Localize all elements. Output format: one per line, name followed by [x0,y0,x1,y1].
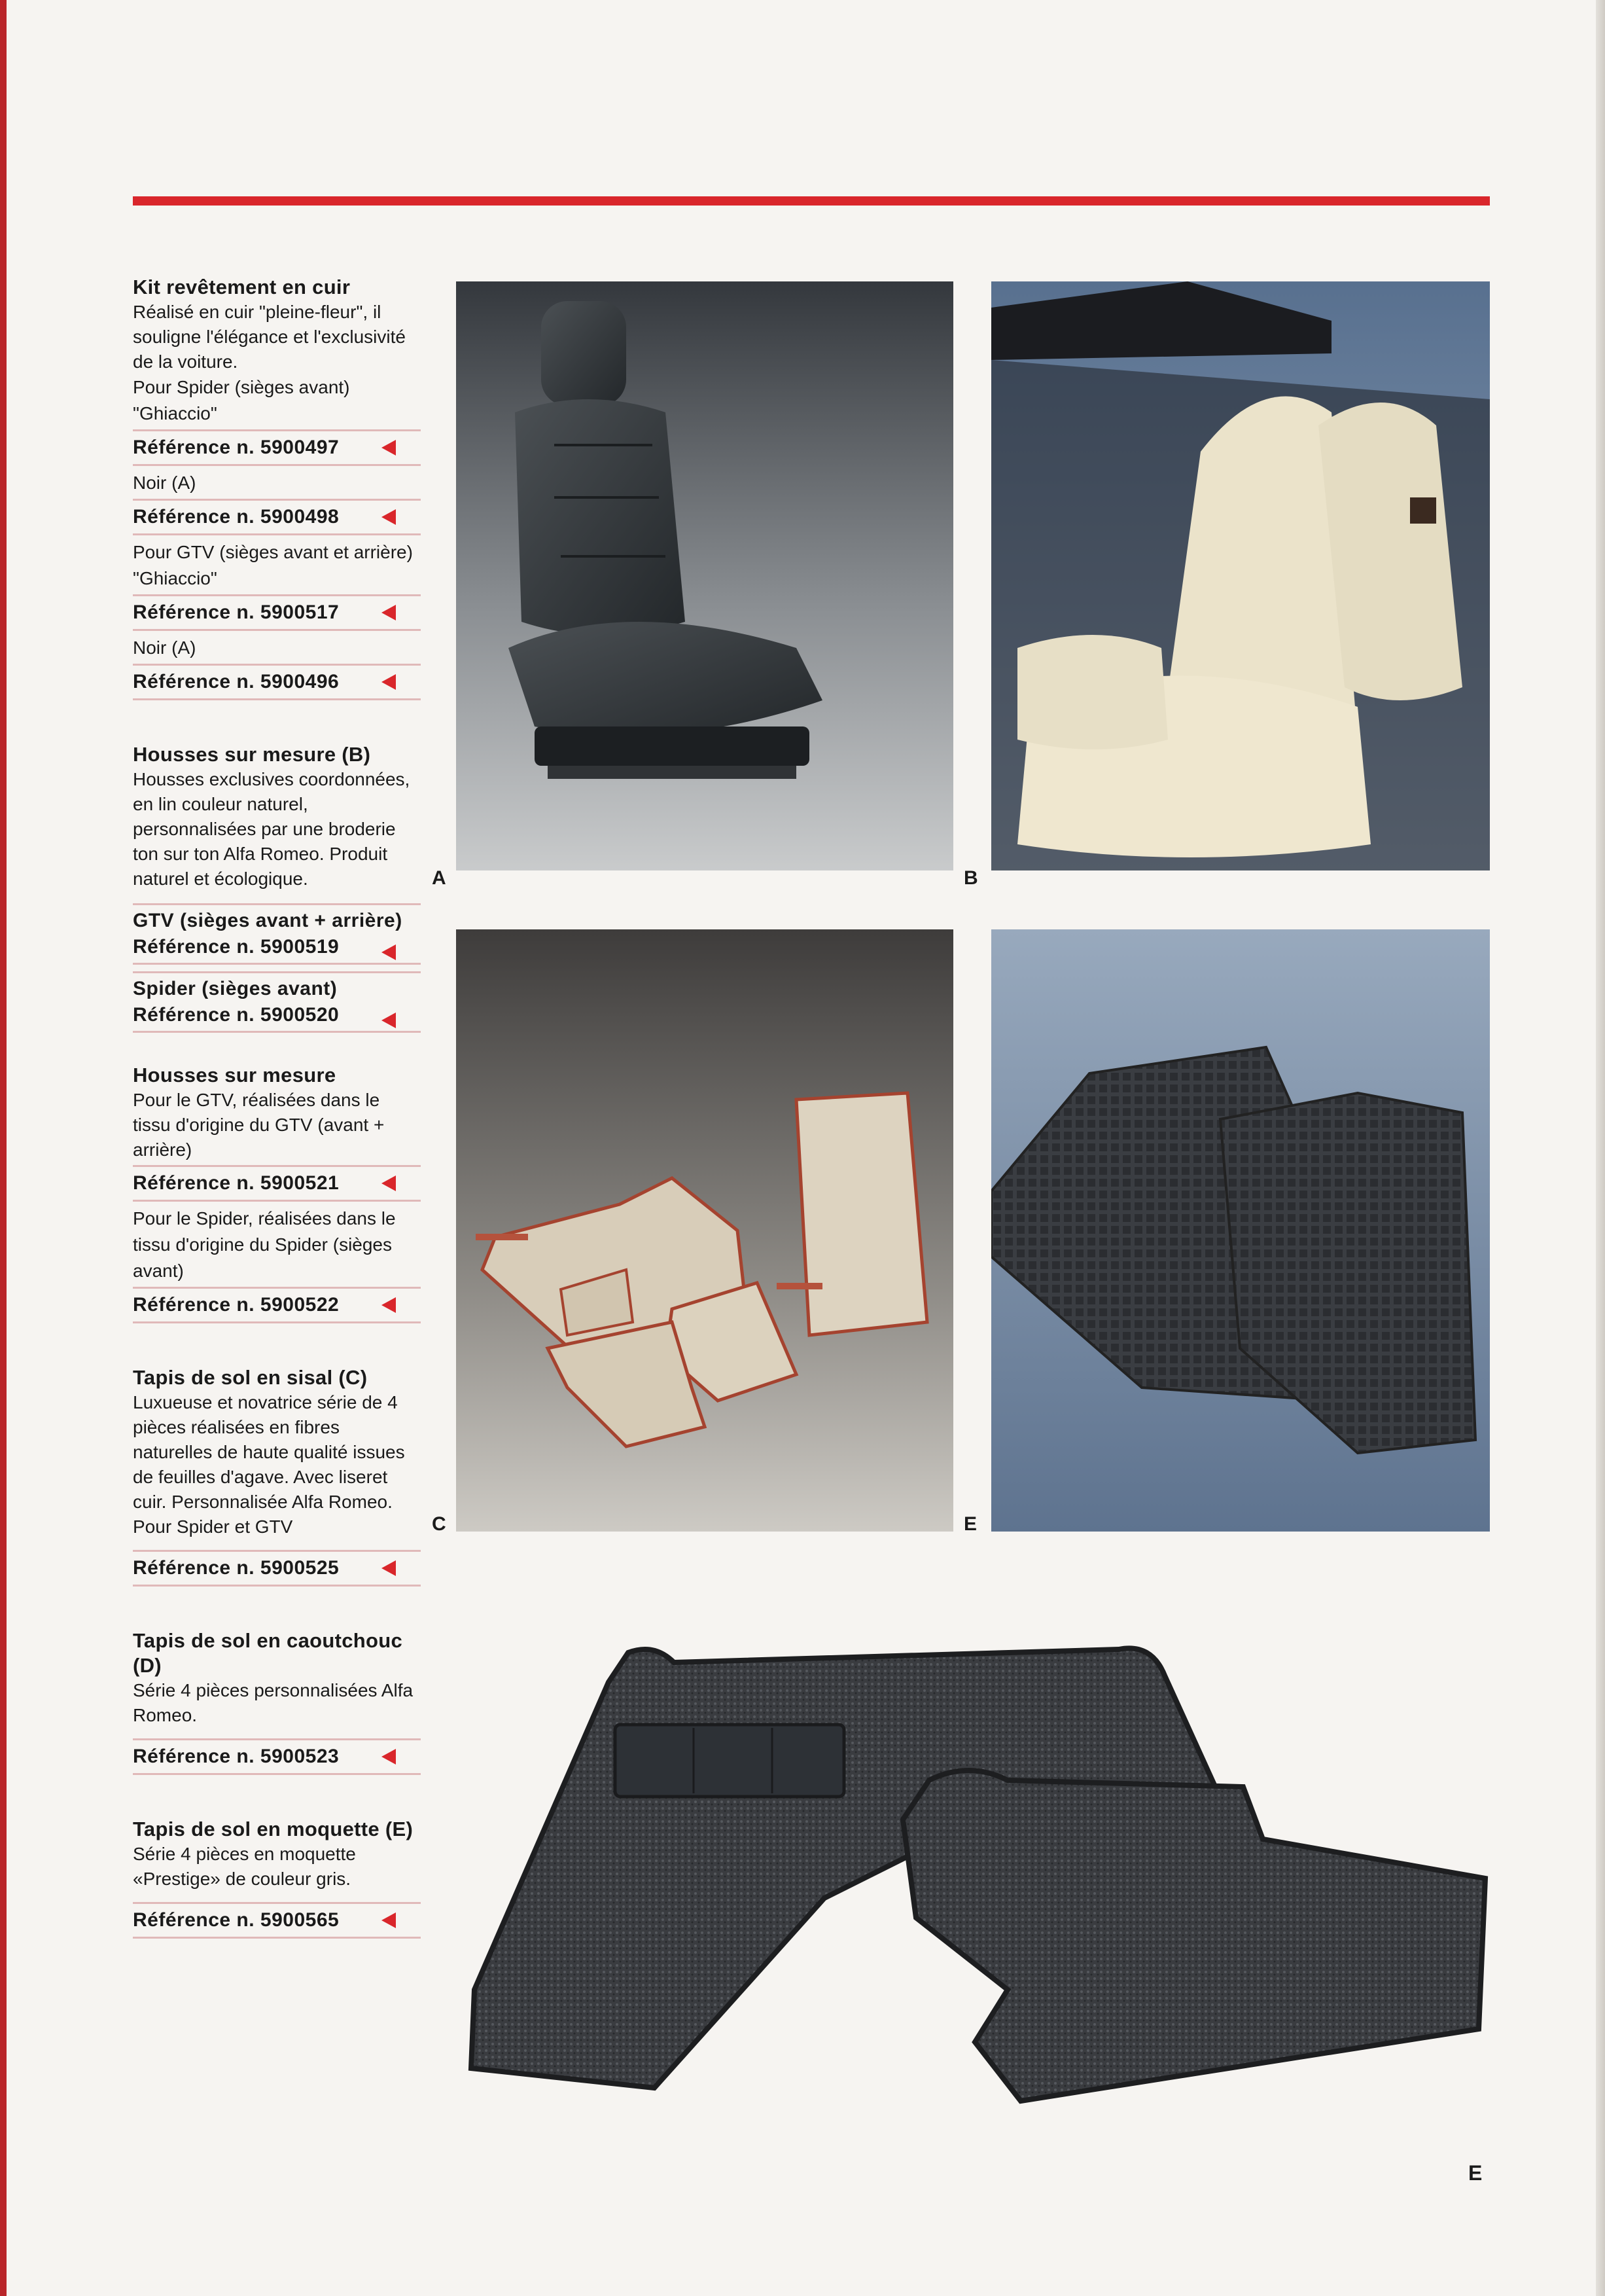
section-text: Réalisé en cuir "pleine-fleur", il souligne l'élégance et l'exclusivité de la voiture. [133,302,406,372]
section-carpet-mats [133,1817,421,1939]
section-text: Housses exclusives coordonnées, en lin couleur naturel, personnalisées par une broderie ton sur ton Alfa Romeo. Produit naturel et écologique. [133,769,410,889]
reference-row [133,499,421,535]
reference-number: Référence n. 5900519 [133,936,340,958]
reference-row [133,1165,421,1202]
reference-number: Référence n. 5900522 [133,1294,340,1316]
page-number: E [1468,2161,1483,2185]
photo-carpet-mats [458,1623,1492,2108]
section-covers-fabric [133,1063,421,1323]
section-text: Pour le GTV, réalisées dans le tissu d'origine du GTV (avant + arrière) [133,1090,385,1160]
arrow-left-icon [381,1297,396,1313]
reference-number: Référence n. 5900517 [133,601,340,623]
photo-leather-seat [456,281,953,870]
photo-label: C [432,1513,446,1535]
reference-number: Référence n. 5900521 [133,1172,340,1194]
section-text: Série 4 pièces en moquette «Prestige» de couleur gris. [133,1844,356,1889]
section-text: Luxueuse et novatrice série de 4 pièces réalisées en fibres naturelles de haute qualité issues de feuilles d'agave. Avec liseret cuir. Personnalisée Alfa Romeo. Pour Spider et GTV [133,1392,405,1537]
section-title: Tapis de sol en moquette (E) [133,1818,414,1840]
page-edge [0,0,7,2296]
section-title: Tapis de sol en caoutchouc (D) [133,1629,403,1677]
reference-row [133,971,421,1033]
reference-number: Référence n. 5900498 [133,506,340,528]
photo-sisal-mats [456,929,953,1532]
item-label: Spider (sièges avant) [133,978,338,999]
reference-row [133,1287,421,1323]
reference-row [133,429,421,466]
photo-label: E [964,1513,978,1535]
section-sisal-mats [133,1365,421,1587]
item-label: Noir (A) [133,637,196,658]
reference-number: Référence n. 5900523 [133,1746,340,1767]
arrow-left-icon [381,605,396,620]
reference-number: Référence n. 5900497 [133,437,340,458]
top-red-rule [133,196,1490,206]
reference-row [133,1738,421,1775]
section-rubber-mats [133,1628,421,1775]
arrow-left-icon [381,1175,396,1191]
item-label: Pour le Spider, réalisées dans le tissu d'origine du Spider (sièges avant) [133,1208,396,1281]
photo-label: B [964,867,978,889]
reference-number: Référence n. 5900520 [133,1004,340,1026]
section-leather-kit [133,275,421,700]
section-title: Tapis de sol en sisal (C) [133,1366,368,1389]
photo-linen-covers [991,281,1490,870]
reference-row [133,1902,421,1939]
section-title: Housses sur mesure (B) [133,743,371,766]
reference-row [133,1550,421,1587]
arrow-left-icon [381,1912,396,1928]
item-label: Noir (A) [133,473,196,493]
arrow-left-icon [381,1013,396,1028]
arrow-left-icon [381,1560,396,1576]
page-edge-right [1596,0,1605,2296]
reference-number: Référence n. 5900525 [133,1557,340,1579]
section-title: Housses sur mesure [133,1064,336,1086]
item-label: GTV (sièges avant + arrière) [133,910,402,931]
reference-number: Référence n. 5900496 [133,671,340,692]
reference-row [133,594,421,631]
photo-label: A [432,867,446,889]
section-covers-b [133,742,421,1033]
reference-row [133,903,421,965]
arrow-left-icon [381,1749,396,1765]
arrow-left-icon [381,944,396,960]
arrow-left-icon [381,509,396,525]
section-title: Kit revêtement en cuir [133,276,351,298]
photo-rubber-mats [991,929,1490,1532]
reference-number: Référence n. 5900565 [133,1909,340,1931]
item-label: Pour Spider (sièges avant) "Ghiaccio" [133,377,350,423]
arrow-left-icon [381,674,396,690]
section-text: Série 4 pièces personnalisées Alfa Romeo. [133,1680,414,1725]
reference-row [133,664,421,700]
arrow-left-icon [381,440,396,456]
item-label: Pour GTV (sièges avant et arrière) "Ghiaccio" [133,542,413,588]
text-column [133,275,421,1943]
